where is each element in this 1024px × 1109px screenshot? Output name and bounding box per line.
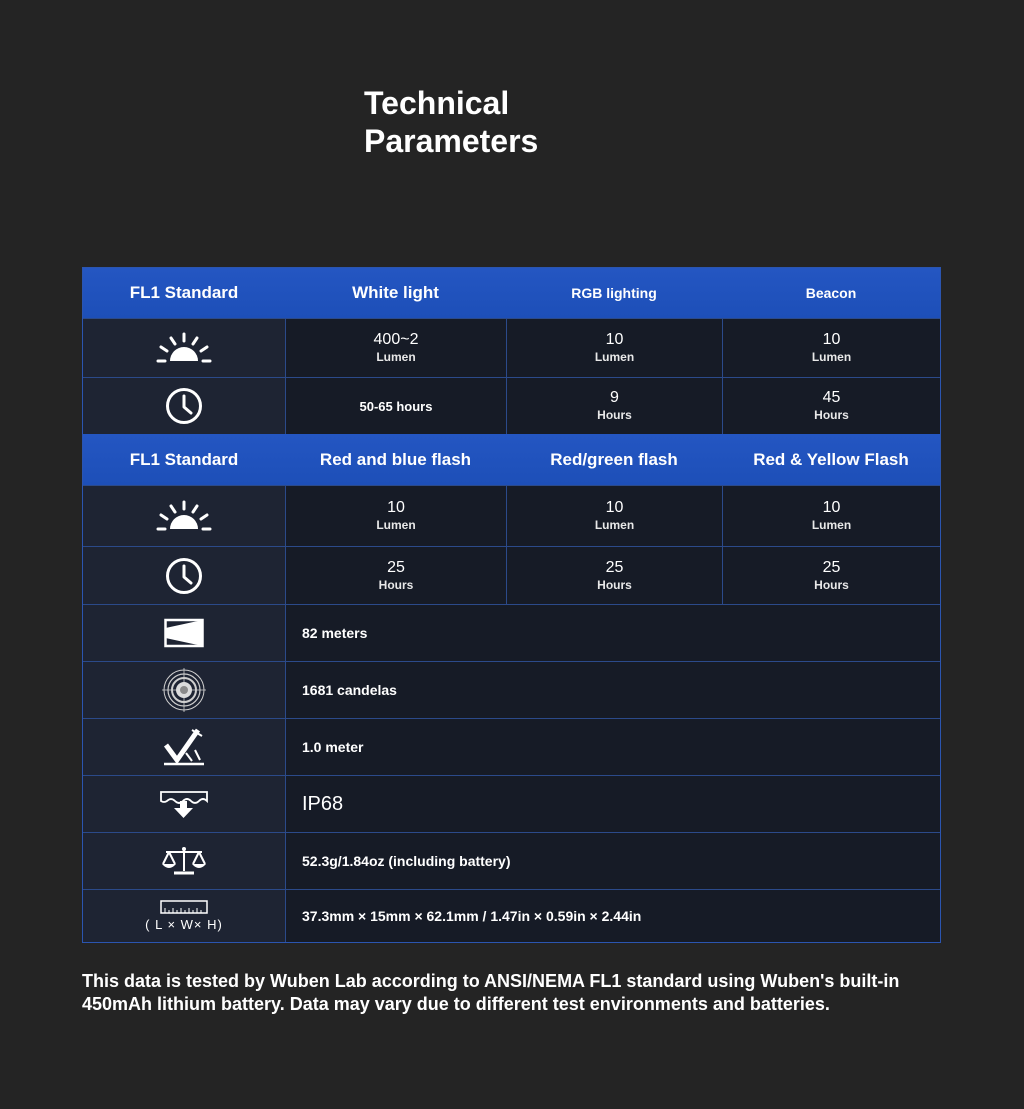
table-row [83, 832, 940, 889]
runtime-unit: Hours [597, 577, 632, 592]
lumen-value: 400~2 [373, 331, 419, 348]
header-cell [506, 434, 722, 485]
beam-distance-icon [83, 605, 285, 661]
table-cell [285, 890, 940, 942]
runtime-value: 9 [610, 389, 619, 406]
runtime-value: 25 [605, 558, 624, 576]
ruler-icon [160, 900, 208, 914]
header-cell [83, 434, 285, 485]
scale-icon [83, 833, 285, 889]
dimensions-label: ( L × W× H) [145, 917, 223, 932]
header-cell [285, 268, 506, 318]
clock-icon [83, 547, 285, 604]
table-cell [722, 319, 940, 377]
lumen-unit: Lumen [594, 350, 635, 364]
page-title-line1: Technical [364, 85, 510, 121]
lumen-unit: Lumen [376, 350, 416, 364]
header-red-green-flash: Red/green flash [550, 449, 678, 469]
table-cell [506, 547, 722, 604]
header-standard-label: FL1 Standard [129, 283, 239, 302]
runtime-unit: Hours [597, 408, 632, 422]
impact-resistance-icon [83, 719, 285, 775]
header-beacon: Beacon [805, 285, 857, 301]
brightness-icon [83, 319, 285, 377]
lumen-value: 10 [605, 331, 624, 348]
page-title-line2: Parameters [364, 123, 539, 159]
table-row [83, 775, 940, 832]
table-row [83, 546, 940, 604]
header-red-blue-flash: Red and blue flash [319, 449, 472, 469]
table-header-row [83, 434, 940, 485]
header-standard-label: FL1 Standard [129, 449, 239, 469]
beam-distance-value: 82 meters [302, 625, 368, 641]
table-row [83, 718, 940, 775]
lumen-value: 10 [605, 499, 624, 516]
table-row [83, 485, 940, 546]
target-icon [83, 662, 285, 718]
lumen-unit: Lumen [376, 518, 416, 532]
table-cell [722, 547, 940, 604]
peak-intensity-value: 1681 candelas [302, 682, 397, 698]
table-cell [83, 890, 285, 942]
table-row [83, 318, 940, 377]
dimensions-value: 37.3mm × 15mm × 62.1mm / 1.47in × 0.59in × 2.44in [302, 908, 642, 924]
table-cell [285, 605, 940, 661]
table-row [83, 377, 940, 434]
impact-resistance-value: 1.0 meter [302, 739, 364, 755]
runtime-value: 45 [822, 389, 841, 406]
table-cell [285, 319, 506, 377]
lumen-value: 10 [387, 499, 405, 516]
table-cell [285, 662, 940, 718]
header-white-light: White light [352, 283, 439, 302]
header-rgb-lighting: RGB lighting [571, 285, 657, 301]
lumen-unit: Lumen [811, 518, 852, 532]
table-cell [285, 719, 940, 775]
table-cell [285, 378, 506, 434]
header-cell [83, 268, 285, 318]
header-cell [722, 268, 940, 318]
lumen-value: 10 [822, 331, 841, 348]
table-cell [285, 547, 506, 604]
table-row [83, 604, 940, 661]
water-resistance-icon [83, 776, 285, 832]
header-red-yellow-flash: Red & Yellow Flash [753, 449, 909, 469]
lumen-unit: Lumen [594, 518, 635, 532]
clock-icon [83, 378, 285, 434]
footnote: This data is tested by Wuben Lab according to ANSI/NEMA FL1 standard using Wuben's built-in 450mAh lithium battery. Data may vary due to different test environments and batteries. [82, 971, 900, 1014]
table-row [83, 661, 940, 718]
header-cell [722, 434, 940, 485]
table-cell [722, 486, 940, 546]
runtime-unit: Hours [814, 577, 849, 592]
table-cell [506, 319, 722, 377]
table-cell [722, 378, 940, 434]
table-cell [285, 486, 506, 546]
lumen-value: 10 [822, 499, 841, 516]
header-cell [285, 434, 506, 485]
brightness-icon [83, 486, 285, 546]
runtime-value: 25 [822, 558, 841, 576]
table-cell [285, 776, 940, 832]
runtime-value: 25 [387, 558, 405, 576]
runtime-unit: Hours [814, 408, 849, 422]
weight-value: 52.3g/1.84oz (including battery) [302, 853, 511, 869]
table-cell [285, 833, 940, 889]
header-cell [506, 268, 722, 318]
lumen-unit: Lumen [811, 350, 852, 364]
table-cell [506, 486, 722, 546]
water-resistance-value: IP68 [302, 792, 344, 815]
table-row [83, 889, 940, 942]
runtime-unit: Hours [378, 577, 414, 592]
page-title [364, 84, 538, 160]
spec-table [82, 267, 941, 943]
table-header-row [83, 268, 940, 318]
runtime-text: 50-65 hours [359, 398, 433, 414]
table-cell [506, 378, 722, 434]
